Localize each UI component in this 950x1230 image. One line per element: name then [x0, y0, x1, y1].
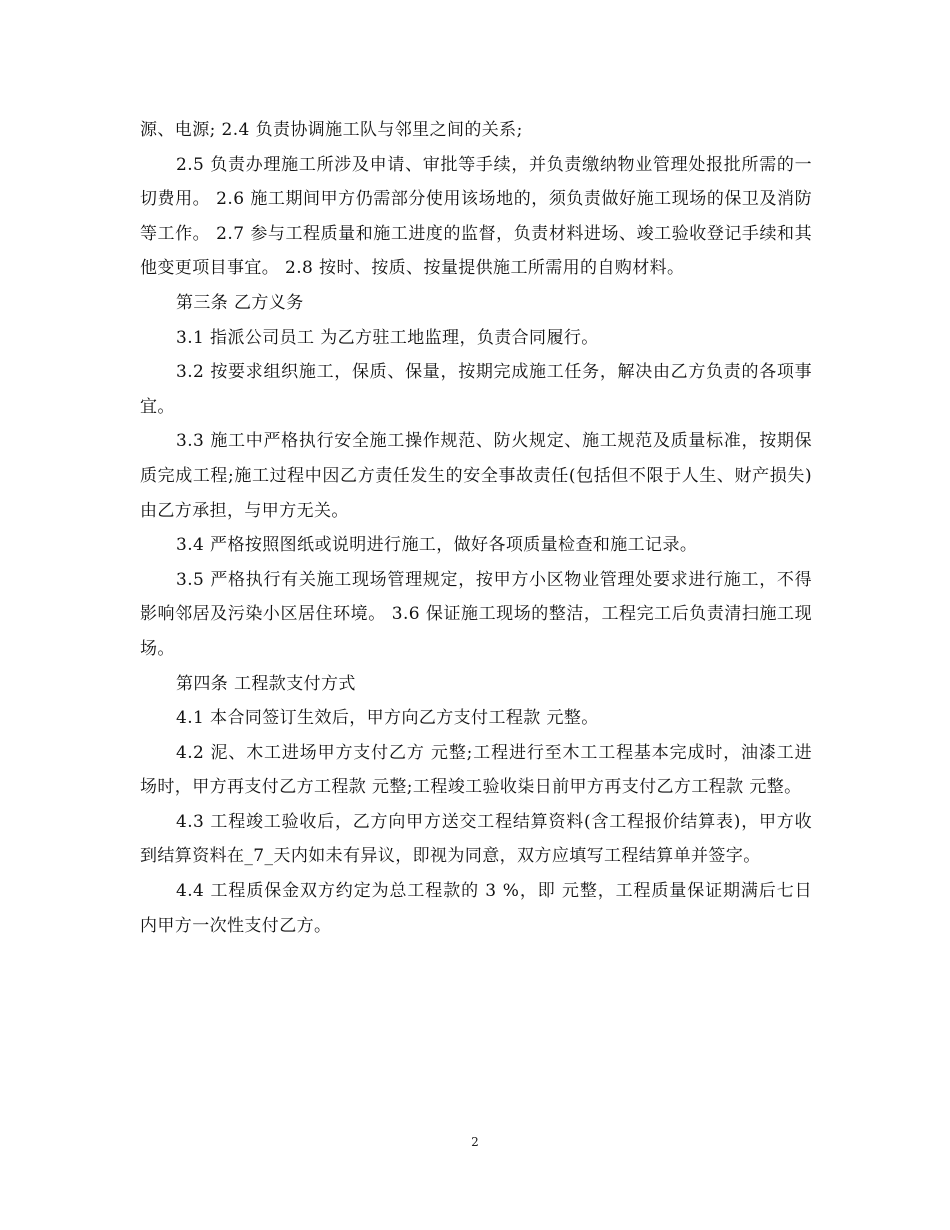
paragraph-3-1: 3.1 指派公司员工 为乙方驻工地监理，负责合同履行。	[176, 327, 599, 348]
paragraph-2-4: 源、电源; 2.4 负责协调施工队与邻里之间的关系;	[140, 120, 523, 140]
paragraph-4-4: 4.4 工程质保金双方约定为总工程款的 3 %，即 元整，工程质量保证期满后七日内甲方一次性支付乙方。	[140, 881, 812, 936]
paragraph-2-5-to-2-8: 2.5 负责办理施工所涉及申请、审批等手续，并负责缴纳物业管理处报批所需的一切费用。 2.6 施工期间甲方仍需部分使用该场地的，须负责做好施工现场的保卫及消防等工作。 2.7 参与工程质量和施工进度的监督，负责材料进场、竣工验收登记手续和其他变更项目事宜。 2.8 按时、按质、按量提供施工所需用的自购材料。	[140, 154, 812, 279]
section-heading-article-4: 第四条 工程款支付方式	[176, 673, 356, 694]
paragraph-3-2: 3.2 按要求组织施工，保质、保量，按期完成施工任务，解决由乙方负责的各项事宜。	[140, 362, 812, 417]
paragraph-3-5-3-6: 3.5 严格执行有关施工现场管理规定，按甲方小区物业管理处要求进行施工，不得影响邻居及污染小区居住环境。 3.6 保证施工现场的整洁，工程完工后负责清扫施工现场。	[140, 569, 812, 659]
paragraph-4-2: 4.2 泥、木工进场甲方支付乙方 元整;工程进行至木工工程基本完成时，油漆工进场时，甲方再支付乙方工程款 元整;工程竣工验收柒日前甲方再支付乙方工程款 元整。	[140, 742, 812, 798]
paragraph-4-1: 4.1 本合同签订生效后，甲方向乙方支付工程款 元整。	[176, 708, 599, 729]
paragraph-3-4: 3.4 严格按照图纸或说明进行施工，做好各项质量检查和施工记录。	[176, 535, 698, 556]
paragraph-4-3: 4.3 工程竣工验收后，乙方向甲方送交工程结算资料(含工程报价结算表)，甲方收到结算资料在_7_天内如未有异议，即视为同意，双方应填写工程结算单并签字。	[140, 811, 812, 867]
document-body	[140, 113, 812, 943]
section-heading-article-3: 第三条 乙方义务	[176, 292, 304, 313]
paragraph-3-3: 3.3 施工中严格执行安全施工操作规范、防火规定、施工规范及质量标准，按期保质完成工程;施工过程中因乙方责任发生的安全事故责任(包括但不限于人生、财产损失)由乙方承担，与甲方无关。	[140, 431, 812, 521]
page-number: 2	[471, 1135, 479, 1149]
